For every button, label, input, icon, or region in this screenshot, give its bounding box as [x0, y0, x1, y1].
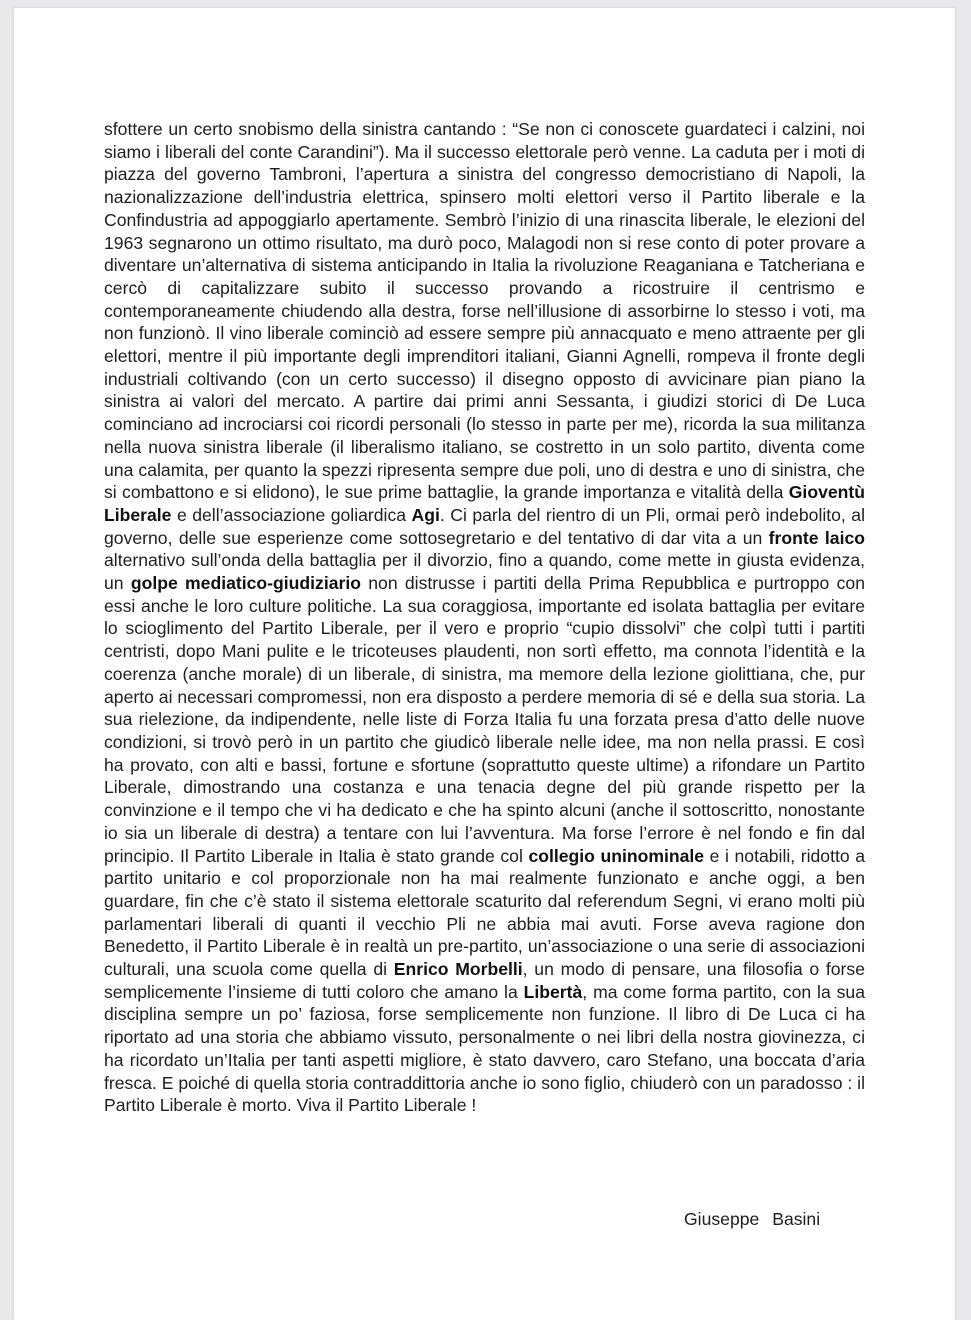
text-run: e dell’associazione goliardica — [171, 504, 412, 525]
text-run: , ma come forma partito, con la sua disciplina sempre un po’ faziosa, forse semplicemente non funzione. Il libro di De Luca ci ha riportato ad una storia che abbiamo vissuto, personalmente o nei libri della nostra giovinezza, ci ha ricordato un’Italia per tanti aspetti migliore, è stato davvero, caro Stefano, una boccata d’aria fresca. E poiché di quella storia contraddittoria anche io sono figlio, chiuderò con un paradosso : il Partito Liberale è morto. Viva il Partito Liberale ! — [104, 981, 865, 1116]
bold-term: Gioventù Liberale — [104, 482, 865, 525]
text-run: , un modo di pensare, una filosofia o forse semplicemente l’insieme di tutti coloro che amano la — [104, 959, 865, 1002]
bold-term: golpe mediatico-giudiziario — [130, 573, 361, 594]
bold-term: fronte laico — [768, 527, 865, 548]
text-run: . Ci parla del rientro di un Pli, ormai però indebolito, al governo, delle sue esperienze come sottosegretario e del tentativo di dar vita a un — [104, 504, 865, 548]
body-text — [104, 118, 865, 1117]
bold-term: Libertà — [523, 981, 583, 1002]
text-run: e i notabili, ridotto a partito unitario e col proporzionale non ha mai realmente funzionato e anche oggi, a ben guardare, fin che c’è stato il sistema elettorale scaturito dal referendum Segni, vi erano molti più parlamentari liberali di quanti il vecchio Pli ne abbia mai avuti. Forse aveva ragione don Benedetto, il Partito Liberale è in realtà un pre-partito, un’associazione o una serie di associazioni culturali, una scuola come quella di — [104, 845, 865, 980]
text-run: non distrusse i partiti della Prima Repubblica e purtroppo con essi anche le loro culture politiche. La sua coraggiosa, importante ed isolata battaglia per evitare lo scioglimento del Partito Liberale, per il vero e proprio “cupio dissolvi” che colpì tutti i partiti centristi, dopo Mani pulite e le tricoteuses plaudenti, non sortì effetto, ma connota l’identità e la coerenza (anche morale) di un liberale, di sinistra, ma memore della lezione giolittiana, che, pur aperto ai necessari compromessi, non era disposto a perdere memoria di sé e della sua storia. La sua rielezione, da indipendente, nelle liste di Forza Italia fu una forzata presa d’atto delle nuove condizioni, si trovò però in un partito che giudicò liberale nelle idee, ma non nella prassi. E così ha provato, con alti e bassi, fortune e sfortune (soprattutto queste ultime) a rifondare un Partito Liberale, dimostrando una costanza e una tenacia degne del più grande rispetto per la convinzione e il tempo che vi ha dedicato e che ha spinto alcuni (anche il sottoscritto, nonostante io sia un liberale di destra) a tentare con lui l’avventura. Ma forse l’errore è nel fondo e fin dal principio. Il Partito Liberale in Italia è stato grande col — [104, 573, 865, 866]
text-run: sfottere un certo snobismo della sinistra cantando : “Se non ci conoscete guardateci i calzini, noi siamo i liberali del conte Carandini”). Ma il successo elettorale però venne. La caduta per i moti di piazza del governo Tambroni, l’apertura a sinistra del congresso democristiano di Napoli, la nazionalizzazione dell’industria elettrica, spinsero molti elettori verso il Partito liberale e la Confindustria ad appoggiarlo apertamente. Sembrò l’inizio di una rinascita liberale, le elezioni del 1963 segnarono un ottimo risultato, ma durò poco, Malagodi non si rese conto di poter provare a diventare un’alternativa di sistema anticipando in Italia la rivoluzione Reaganiana e Tatcheriana e cercò di capitalizzare subito il successo provando a ricostruire il centrismo e contemporaneamente chiudendo alla destra, forse nell’illusione di assorbirne lo stesso i voti, ma non funzionò. Il vino liberale cominciò ad essere sempre più annacquato e meno attraente per gli elettori, mentre il più importante degli imprenditori italiani, Gianni Agnelli, rompeva il fronte degli industriali coltivando (con un certo successo) il disegno opposto di avvicinare pian piano la sinistra ai valori del mercato. A partire dai primi anni Sessanta, i giudizi storici di De Luca cominciano ad incrociarsi coi ricordi personali (lo stesso in parte per me), ricorda la sua militanza nella nuova sinistra liberale (il liberalismo italiano, se costretto in un solo partito, diventa come una calamita, per quanto la spezzi ripresenta sempre due poli, uno di destra e uno di sinistra, che si combattono e si elidono), le sue prime battaglie, la grande importanza e vitalità della — [104, 119, 865, 503]
bold-term: Agi — [411, 504, 440, 525]
author-signature: Giuseppe Basini — [684, 1209, 821, 1229]
document-page — [14, 8, 955, 1320]
bold-term: collegio uninominale — [528, 845, 705, 866]
text-run: alternativo sull’onda della battaglia per il divorzio, fino a quando, come mette in giusta evidenza, un — [104, 550, 865, 594]
bold-term: Enrico Morbelli — [393, 959, 523, 980]
